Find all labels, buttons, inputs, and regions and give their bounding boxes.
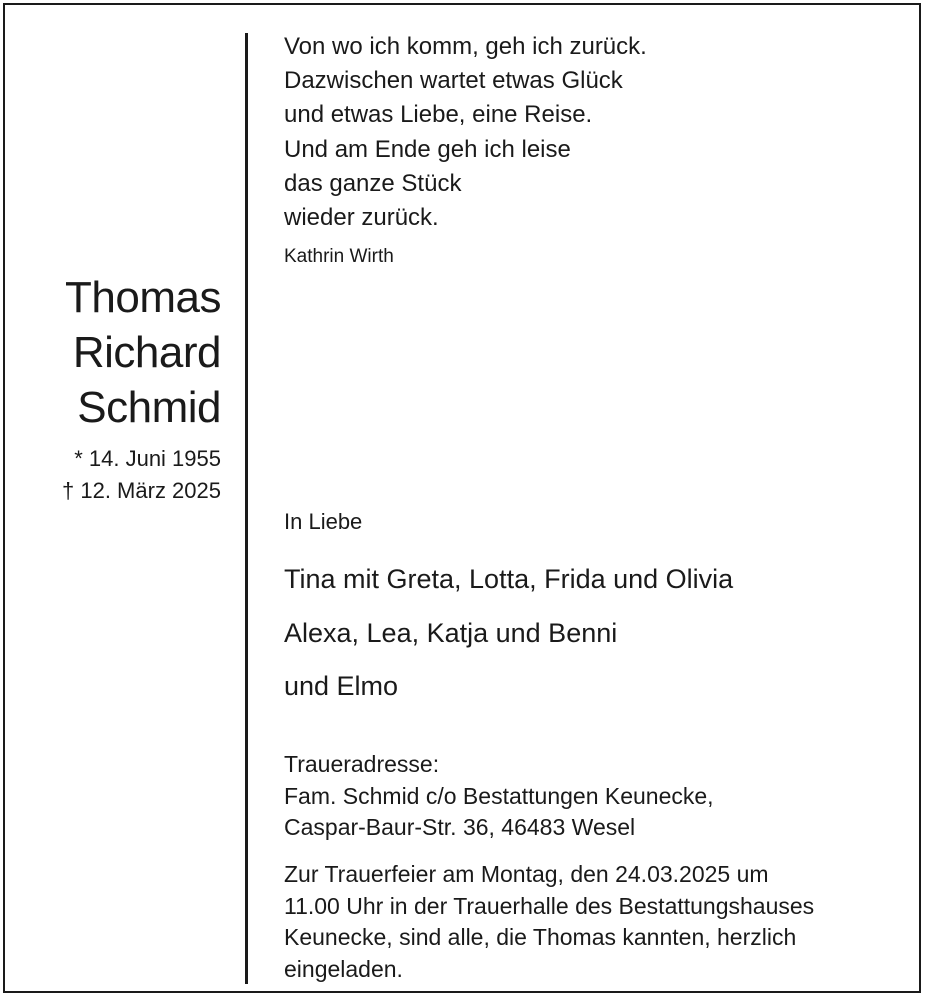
address-line: Caspar-Baur-Str. 36, 46483 Wesel xyxy=(284,814,636,840)
poem-line: und etwas Liebe, eine Reise. xyxy=(284,101,593,129)
mourning-address xyxy=(284,749,914,844)
mourners-intro: In Liebe xyxy=(284,509,363,534)
poem-line: wieder zurück. xyxy=(284,204,439,232)
poem-line: Und am Ende geh ich leise xyxy=(284,135,571,163)
mourner-line: Tina mit Greta, Lotta, Frida und Olivia xyxy=(284,564,734,594)
ceremony-info xyxy=(284,859,914,985)
ceremony-line: 11.00 Uhr in der Trauerhalle des Bestattungshauses xyxy=(284,892,815,919)
life-dates xyxy=(20,443,221,507)
deceased-name xyxy=(20,270,221,435)
poem-line: Dazwischen wartet etwas Glück xyxy=(284,67,623,95)
ceremony-line: Keunecke, sind alle, die Thomas kannten, herzlich xyxy=(284,924,797,950)
vertical-divider xyxy=(245,33,248,984)
name-last: Schmid xyxy=(77,383,221,432)
poem xyxy=(284,30,914,235)
mourner-line: und Elmo xyxy=(284,671,399,701)
name-first: Thomas xyxy=(65,273,221,322)
mourners-list xyxy=(284,562,914,723)
mourner-line: Alexa, Lea, Katja und Benni xyxy=(284,617,618,648)
ceremony-line: eingeladen. xyxy=(284,955,403,982)
address-label: Traueradresse: xyxy=(284,751,440,777)
ceremony-line: Zur Trauerfeier am Montag, den 24.03.2025 um xyxy=(284,861,769,887)
poem-author: Kathrin Wirth xyxy=(284,246,394,267)
address-line: Fam. Schmid c/o Bestattungen Keunecke, xyxy=(284,782,714,809)
death-date: † 12. März 2025 xyxy=(62,478,221,503)
birth-date: * 14. Juni 1955 xyxy=(74,446,221,471)
name-middle: Richard xyxy=(72,328,221,377)
poem-line: das ganze Stück xyxy=(284,169,462,197)
poem-line: Von wo ich komm, geh ich zurück. xyxy=(284,33,647,60)
